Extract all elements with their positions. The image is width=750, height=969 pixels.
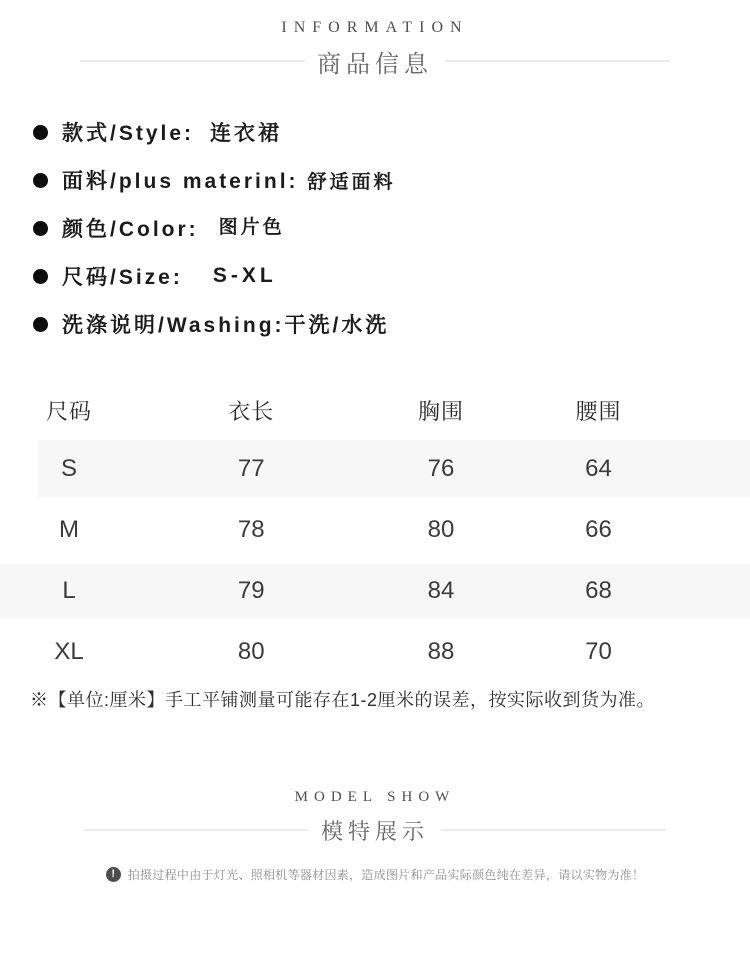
attribute-value: 干洗/水洗 (284, 314, 390, 337)
table-row (0, 560, 750, 621)
attribute-item-size (33, 264, 750, 288)
bullet-dot-icon (33, 221, 48, 236)
table-row (0, 621, 750, 682)
table-body (0, 438, 750, 682)
attribute-label: 款式/Style: (62, 122, 195, 145)
model-show-section-header (0, 787, 750, 845)
bullet-dot-icon (33, 125, 48, 140)
table-cell: 76 (427, 454, 455, 482)
exclamation-circle-icon: ! (106, 867, 121, 882)
column-header-size: 尺码 (45, 398, 92, 424)
product-attributes-list (33, 120, 750, 336)
table-cell: 88 (427, 637, 455, 665)
measurement-note: ※【单位:厘米】手工平铺测量可能存在1-2厘米的误差，按实际收到货为准。 (30, 690, 656, 710)
divider-line-right (441, 829, 666, 831)
table-cell: XL (54, 637, 84, 665)
table-cell: 68 (585, 576, 612, 604)
divider-line-right (445, 60, 670, 62)
model-show-title-en: MODEL SHOW (294, 789, 456, 805)
attribute-label: 尺码/Size: (62, 266, 183, 289)
table-cell: 66 (585, 515, 612, 543)
table-cell: 80 (427, 515, 455, 543)
attribute-item-material (33, 168, 750, 192)
attribute-label: 洗涤说明/Washing: (62, 314, 285, 337)
table-cell: S (60, 454, 77, 482)
attribute-value: 舒适面料 (307, 171, 396, 193)
attribute-item-washing (33, 312, 750, 336)
attribute-value: S-XL (212, 264, 277, 287)
table-cell: 64 (585, 454, 612, 482)
attribute-value: 连衣裙 (210, 122, 283, 145)
info-title-zh: 商品信息 (317, 51, 433, 78)
table-cell: 77 (237, 454, 265, 482)
attribute-item-color (33, 216, 750, 240)
column-header-length: 衣长 (228, 398, 275, 424)
table-header-row (0, 382, 750, 438)
size-chart-table (0, 382, 750, 682)
table-cell: M (59, 515, 79, 543)
table-row (0, 499, 750, 560)
info-title-en: INFORMATION (281, 19, 469, 36)
table-row (0, 438, 750, 499)
attribute-value: 图片色 (218, 216, 285, 238)
disclaimer-text: 拍摄过程中由于灯光、照相机等器材因素，造成图片和产品实际颜色纯在差异，请以实物为准！ (127, 867, 645, 882)
table-cell: 79 (237, 576, 265, 604)
table-cell: 84 (427, 576, 455, 604)
color-disclaimer (0, 864, 750, 884)
model-show-title-zh: 模特展示 (320, 818, 429, 844)
info-section-header (0, 0, 750, 76)
bullet-dot-icon (33, 269, 48, 284)
divider-line-left (84, 829, 309, 831)
column-header-waist: 腰围 (575, 398, 622, 424)
column-header-bust: 胸围 (417, 398, 464, 424)
model-show-title-row (0, 815, 750, 845)
info-title-row (0, 46, 750, 76)
bullet-dot-icon (33, 317, 48, 332)
divider-line-left (80, 60, 305, 62)
attribute-item-style (33, 120, 750, 144)
table-cell: 80 (237, 637, 265, 665)
table-cell: L (62, 576, 76, 604)
attribute-label: 面料/plus materinl: (62, 170, 299, 193)
table-cell: 78 (237, 515, 265, 543)
bullet-dot-icon (33, 173, 48, 188)
table-cell: 70 (585, 637, 612, 665)
attribute-label: 颜色/Color: (62, 218, 199, 241)
